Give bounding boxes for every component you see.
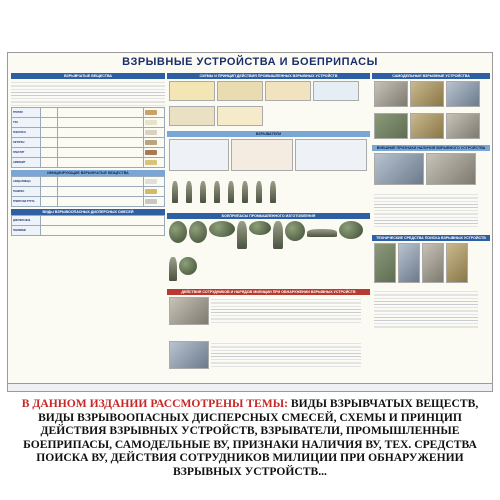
detonator-image (200, 181, 206, 203)
device-scheme-diagram (169, 81, 215, 101)
explosive-sample-image (145, 110, 157, 115)
police-action-photo (169, 341, 209, 369)
explosive-name: АЗИД СВИНЦА (12, 177, 41, 187)
detonator-image (172, 181, 178, 203)
detonator-diagram (231, 139, 293, 171)
shell-image (237, 221, 247, 249)
explosive-name: ТЕНЕРЕС (12, 187, 41, 197)
detonator-image (270, 181, 276, 203)
detonator-image (242, 181, 248, 203)
detonators-area (167, 137, 370, 213)
devices-column (167, 73, 370, 379)
actions-area (167, 295, 370, 385)
search-means-area (372, 241, 490, 335)
table-row (12, 158, 165, 168)
section-signs-heading: ВНЕШНИЕ ПРИЗНАКИ НАЛИЧИЯ ВЗРЫВНОГО УСТРОЙСТВА (372, 145, 490, 151)
homemade-column (372, 73, 490, 379)
ammunition-area (167, 219, 370, 289)
homemade-device-photo (410, 113, 444, 139)
section-explosives-heading: ВЗРЫВЧАТЫЕ ВЕЩЕСТВА (11, 73, 165, 79)
grenade-image (179, 257, 197, 275)
detonator-image (214, 181, 220, 203)
table-row (12, 108, 165, 118)
actions-text (211, 341, 361, 369)
signs-area (372, 151, 490, 235)
device-scheme-diagram (265, 81, 311, 101)
primary-explosives-table (11, 176, 165, 207)
homemade-device-photo (446, 81, 480, 107)
homemade-device-photo (410, 81, 444, 107)
search-device-photo (446, 243, 468, 283)
poster-footer (8, 383, 492, 391)
table-row (12, 187, 165, 197)
actions-text (211, 297, 361, 325)
section-actions-heading: ДЕЙСТВИЯ СОТРУДНИКОВ И НАРЯДОВ МИЛИЦИИ ПРИ ОБНАРУЖЕНИИ ВЗРЫВНЫХ УСТРОЙСТВ (167, 289, 370, 295)
explosive-name: ОКТОГЕН (12, 138, 41, 148)
detonator-diagram (169, 139, 229, 171)
table-row (12, 138, 165, 148)
explosive-sample-image (145, 189, 157, 194)
search-device-photo (422, 243, 444, 283)
poster-title: ВЗРЫВНЫЕ УСТРОЙСТВА И БОЕПРИПАСЫ (122, 56, 378, 68)
explosives-intro-text (11, 80, 165, 106)
explosive-name: ТРОТИЛ (12, 108, 41, 118)
search-device-photo (398, 243, 420, 283)
sign-photo (426, 153, 476, 185)
topics-caption (7, 397, 493, 479)
mine-image (339, 221, 363, 239)
table-row (12, 148, 165, 158)
homemade-devices-area (372, 79, 490, 145)
table-row (12, 216, 165, 226)
shell-image (273, 221, 283, 249)
explosive-sample-image (145, 150, 157, 155)
explosive-name: ГЕКСОГЕН (12, 128, 41, 138)
device-schemes-area (167, 79, 370, 131)
section-homemade-heading: САМОДЕЛЬНЫЕ ВЗРЫВНЫЕ УСТРОЙСТВА (372, 73, 490, 79)
sign-photo (374, 153, 424, 185)
detonator-diagram (295, 139, 367, 171)
grenade-image (169, 221, 187, 243)
shell-image (169, 257, 177, 281)
detonator-image (186, 181, 192, 203)
detonator-image (228, 181, 234, 203)
explosive-sample-image (145, 120, 157, 125)
explosive-name: АММОНИТ (12, 158, 41, 168)
poster (7, 52, 493, 392)
dispersed-mixtures-table (11, 215, 165, 236)
explosives-column (11, 73, 165, 379)
section-ammo-heading: БОЕПРИПАСЫ ПРОМЫШЛЕННОГО ИЗГОТОВЛЕНИЯ (167, 213, 370, 219)
signs-text (374, 192, 478, 228)
homemade-device-photo (374, 113, 408, 139)
search-means-text (374, 289, 478, 329)
grenade-image (189, 221, 207, 243)
table-row (12, 197, 165, 207)
table-row (12, 177, 165, 187)
section-dispersed-heading: ВИДЫ ВЗРЫВООПАСНЫХ ДИСПЕРСНЫХ СМЕСЕЙ (11, 209, 165, 215)
device-scheme-diagram (217, 106, 263, 126)
mine-image (249, 221, 271, 235)
explosive-name: ТЭН (12, 118, 41, 128)
device-scheme-diagram (313, 81, 359, 101)
explosive-sample-image (145, 199, 157, 204)
table-row (12, 128, 165, 138)
search-device-photo (374, 243, 396, 283)
mixture-name: ПЫЛЕВЫЕ (12, 226, 41, 236)
table-row (12, 118, 165, 128)
rocket-image (307, 229, 337, 237)
explosive-sample-image (145, 179, 157, 184)
homemade-device-photo (446, 113, 480, 139)
explosive-sample-image (145, 140, 157, 145)
explosive-sample-image (145, 160, 157, 165)
table-row (12, 226, 165, 236)
mixture-name: ДИСПЕРСНЫЕ (12, 216, 41, 226)
section-search-heading: ТЕХНИЧЕСКИЕ СРЕДСТВА ПОИСКА ВЗРЫВНЫХ УСТРОЙСТВ (372, 235, 490, 241)
police-action-photo (169, 297, 209, 325)
explosives-table (11, 107, 165, 168)
topics-body: ВИДЫ ВЗРЫВЧАТЫХ ВЕЩЕСТВ, ВИДЫ ВЗРЫВООПАСНЫХ ДИСПЕРСНЫХ СМЕСЕЙ, СХЕМЫ И ПРИНЦИП ДЕЙСТВИЯ ВЗРЫВНЫХ УСТРОЙСТВ, ВЗРЫВАТЕЛИ, ПРОМЫШЛЕННЫЕ БОЕПРИПАСЫ, САМОДЕЛЬНЫЕ ВУ, ПРИЗНАКИ НАЛИЧИЯ ВУ, ТЕХ. СРЕДСТВА ПОИСКА ВУ, ДЕЙСТВИЯ СОТРУДНИКОВ МИЛИЦИИ ПРИ ОБНАРУЖЕНИИ ВЗРЫВНЫХ УСТРОЙСТВ... (23, 397, 479, 478)
device-scheme-diagram (169, 106, 215, 126)
section-detonators-heading: ВЗРЫВАТЕЛИ (167, 131, 370, 137)
topics-lead: В ДАННОМ ИЗДАНИИ РАССМОТРЕНЫ ТЕМЫ: (21, 397, 288, 410)
explosive-name: ГРЕМУЧАЯ РТУТЬ (12, 197, 41, 207)
explosive-name: ПЛАСТИТ (12, 148, 41, 158)
device-scheme-diagram (217, 81, 263, 101)
mine-image (285, 221, 305, 241)
mine-image (209, 221, 235, 237)
section-schemes-heading: СХЕМЫ И ПРИНЦИП ДЕЙСТВИЯ ПРОМЫШЛЕННЫХ ВЗРЫВНЫХ УСТРОЙСТВ (167, 73, 370, 79)
detonator-image (256, 181, 262, 203)
homemade-device-photo (374, 81, 408, 107)
explosive-sample-image (145, 130, 157, 135)
section-primary-heading: ИНИЦИИРУЮЩИЕ ВЗРЫВЧАТЫЕ ВЕЩЕСТВА (11, 170, 165, 176)
